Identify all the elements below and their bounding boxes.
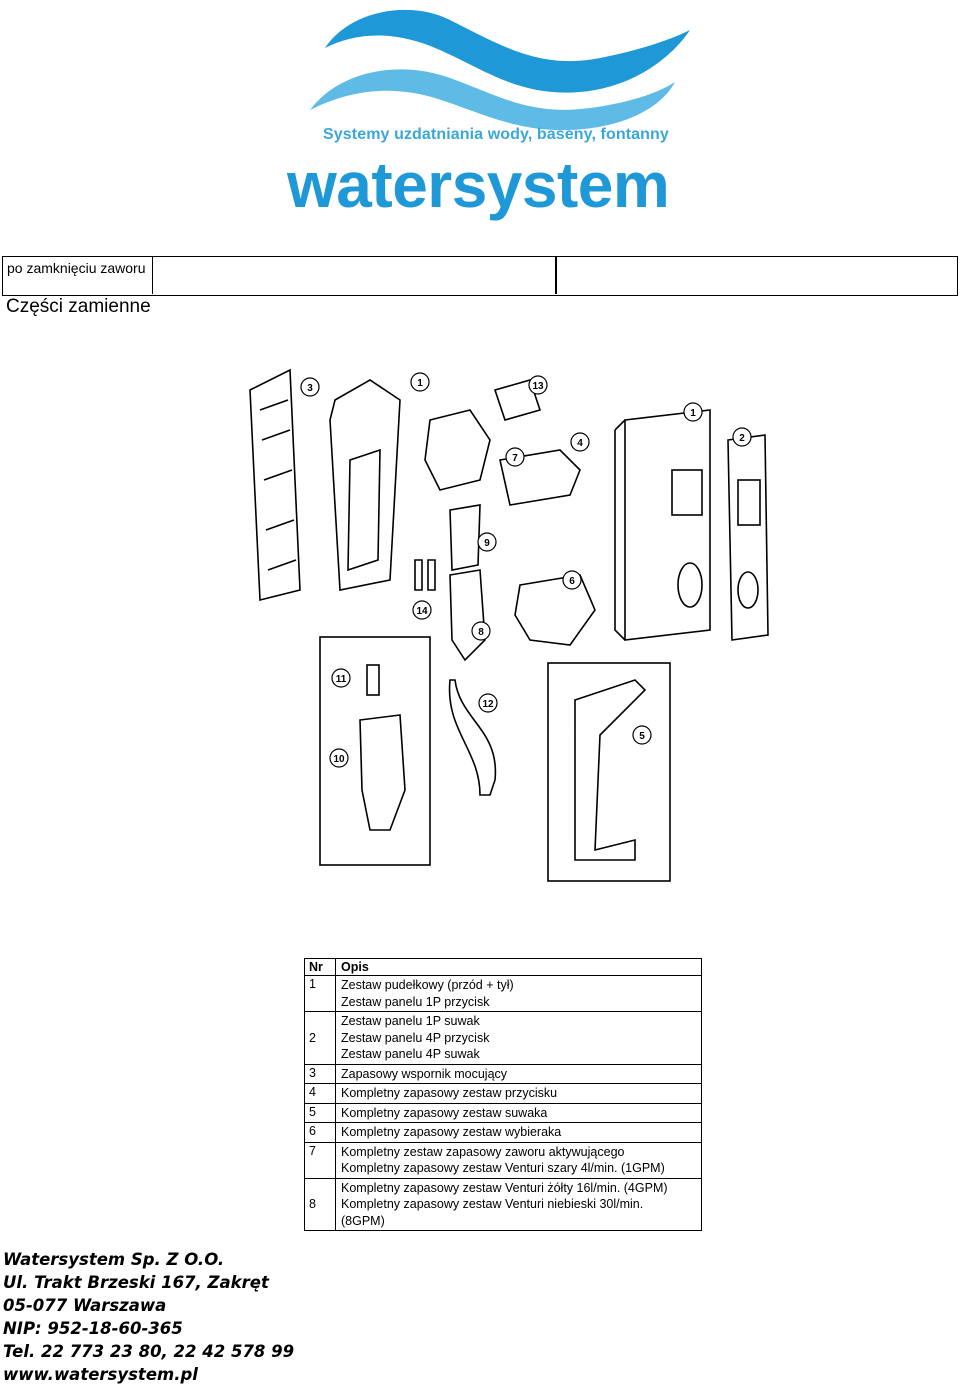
table-row: [305, 1123, 702, 1143]
row-desc: [336, 1178, 702, 1231]
table-row: [305, 1064, 702, 1084]
callout-label: 11: [335, 674, 347, 685]
desc-line: Kompletny zapasowy zestaw Venturi szary 4l/min. (1GPM): [341, 1161, 665, 1175]
row-nr: 5: [305, 1103, 336, 1123]
row-desc: [336, 1084, 702, 1104]
row-nr: 7: [305, 1142, 336, 1178]
table-row: [305, 976, 702, 1012]
callout-label: 1: [417, 378, 423, 389]
row-nr: 2: [305, 1012, 336, 1065]
parts-table: [304, 958, 702, 1231]
header-cell-1: po zamknięciu zaworu: [3, 257, 153, 294]
desc-line: Zestaw panelu 1P suwak: [341, 1014, 480, 1028]
row-desc: [336, 1103, 702, 1123]
company-info: [3, 1248, 294, 1386]
header-opis: Opis: [336, 959, 702, 976]
row-desc: [336, 1142, 702, 1178]
table-row: [305, 1178, 702, 1231]
callout-label: 14: [416, 606, 428, 617]
callout-label: 2: [739, 433, 745, 444]
parts-exploded-drawing: [240, 360, 780, 890]
row-nr: 6: [305, 1123, 336, 1143]
desc-line: Kompletny zapasowy zestaw Venturi żółty 16l/min. (4GPM): [341, 1180, 668, 1195]
header-cell-divider: [555, 257, 557, 294]
company-address: Ul. Trakt Brzeski 167, Zakręt: [3, 1273, 269, 1292]
callout-label: 5: [639, 731, 645, 742]
header-nr: Nr: [305, 959, 336, 976]
row-desc: [336, 1123, 702, 1143]
company-nip: NIP: 952-18-60-365: [3, 1319, 183, 1338]
row-desc: [336, 1064, 702, 1084]
desc-line: Zestaw panelu 1P przycisk: [341, 994, 490, 1009]
desc-line: (8GPM): [341, 1213, 385, 1228]
row-nr: 3: [305, 1064, 336, 1084]
table-row: [305, 1142, 702, 1178]
callout-label: 13: [532, 381, 544, 392]
company-phone: Tel. 22 773 23 80, 22 42 578 99: [3, 1342, 295, 1361]
callout-label: 7: [512, 453, 518, 464]
desc-line: Zestaw panelu 4P suwak: [341, 1047, 480, 1061]
desc-line: Kompletny zapasowy zestaw przycisku: [341, 1086, 558, 1100]
company-name: Watersystem Sp. Z O.O.: [3, 1250, 225, 1269]
section-title: Części zamienne: [6, 296, 151, 317]
logo-tagline: Systemy uzdatniania wody, baseny, fontanny: [323, 126, 669, 143]
desc-line: Zestaw pudełkowy (przód + tył): [341, 978, 514, 992]
row-nr: 4: [305, 1084, 336, 1104]
row-nr: 1: [305, 976, 336, 1012]
callout-label: 6: [569, 576, 575, 587]
desc-line: Zestaw panelu 4P przycisk: [341, 1030, 490, 1045]
desc-line: Kompletny zestaw zapasowy zaworu aktywującego: [341, 1144, 625, 1159]
callout-label: 8: [478, 627, 484, 638]
company-website[interactable]: www.watersystem.pl: [3, 1365, 198, 1384]
table-header-row: [305, 959, 702, 976]
header-table: [2, 256, 958, 296]
desc-line: Kompletny zapasowy zestaw suwaka: [341, 1105, 548, 1120]
callout-label: 12: [482, 699, 494, 710]
row-desc: [336, 1012, 702, 1065]
desc-line: Kompletny zapasowy zestaw wybieraka: [341, 1125, 562, 1139]
callout-label: 10: [333, 754, 345, 765]
logo-brand: watersystem: [287, 149, 670, 221]
row-nr: 8: [305, 1178, 336, 1231]
callout-label: 9: [484, 538, 490, 549]
table-row: [305, 1012, 702, 1065]
callout-label: 1: [690, 408, 696, 419]
desc-line: Zapasowy wspornik mocujący: [341, 1066, 508, 1081]
callout-label: 4: [577, 438, 583, 449]
desc-line: Kompletny zapasowy zestaw Venturi niebieski 30l/min.: [341, 1197, 644, 1211]
table-row: [305, 1084, 702, 1104]
table-row: [305, 1103, 702, 1123]
callout-label: 3: [307, 383, 313, 394]
row-desc: [336, 976, 702, 1012]
company-city: 05-077 Warszawa: [3, 1296, 167, 1315]
